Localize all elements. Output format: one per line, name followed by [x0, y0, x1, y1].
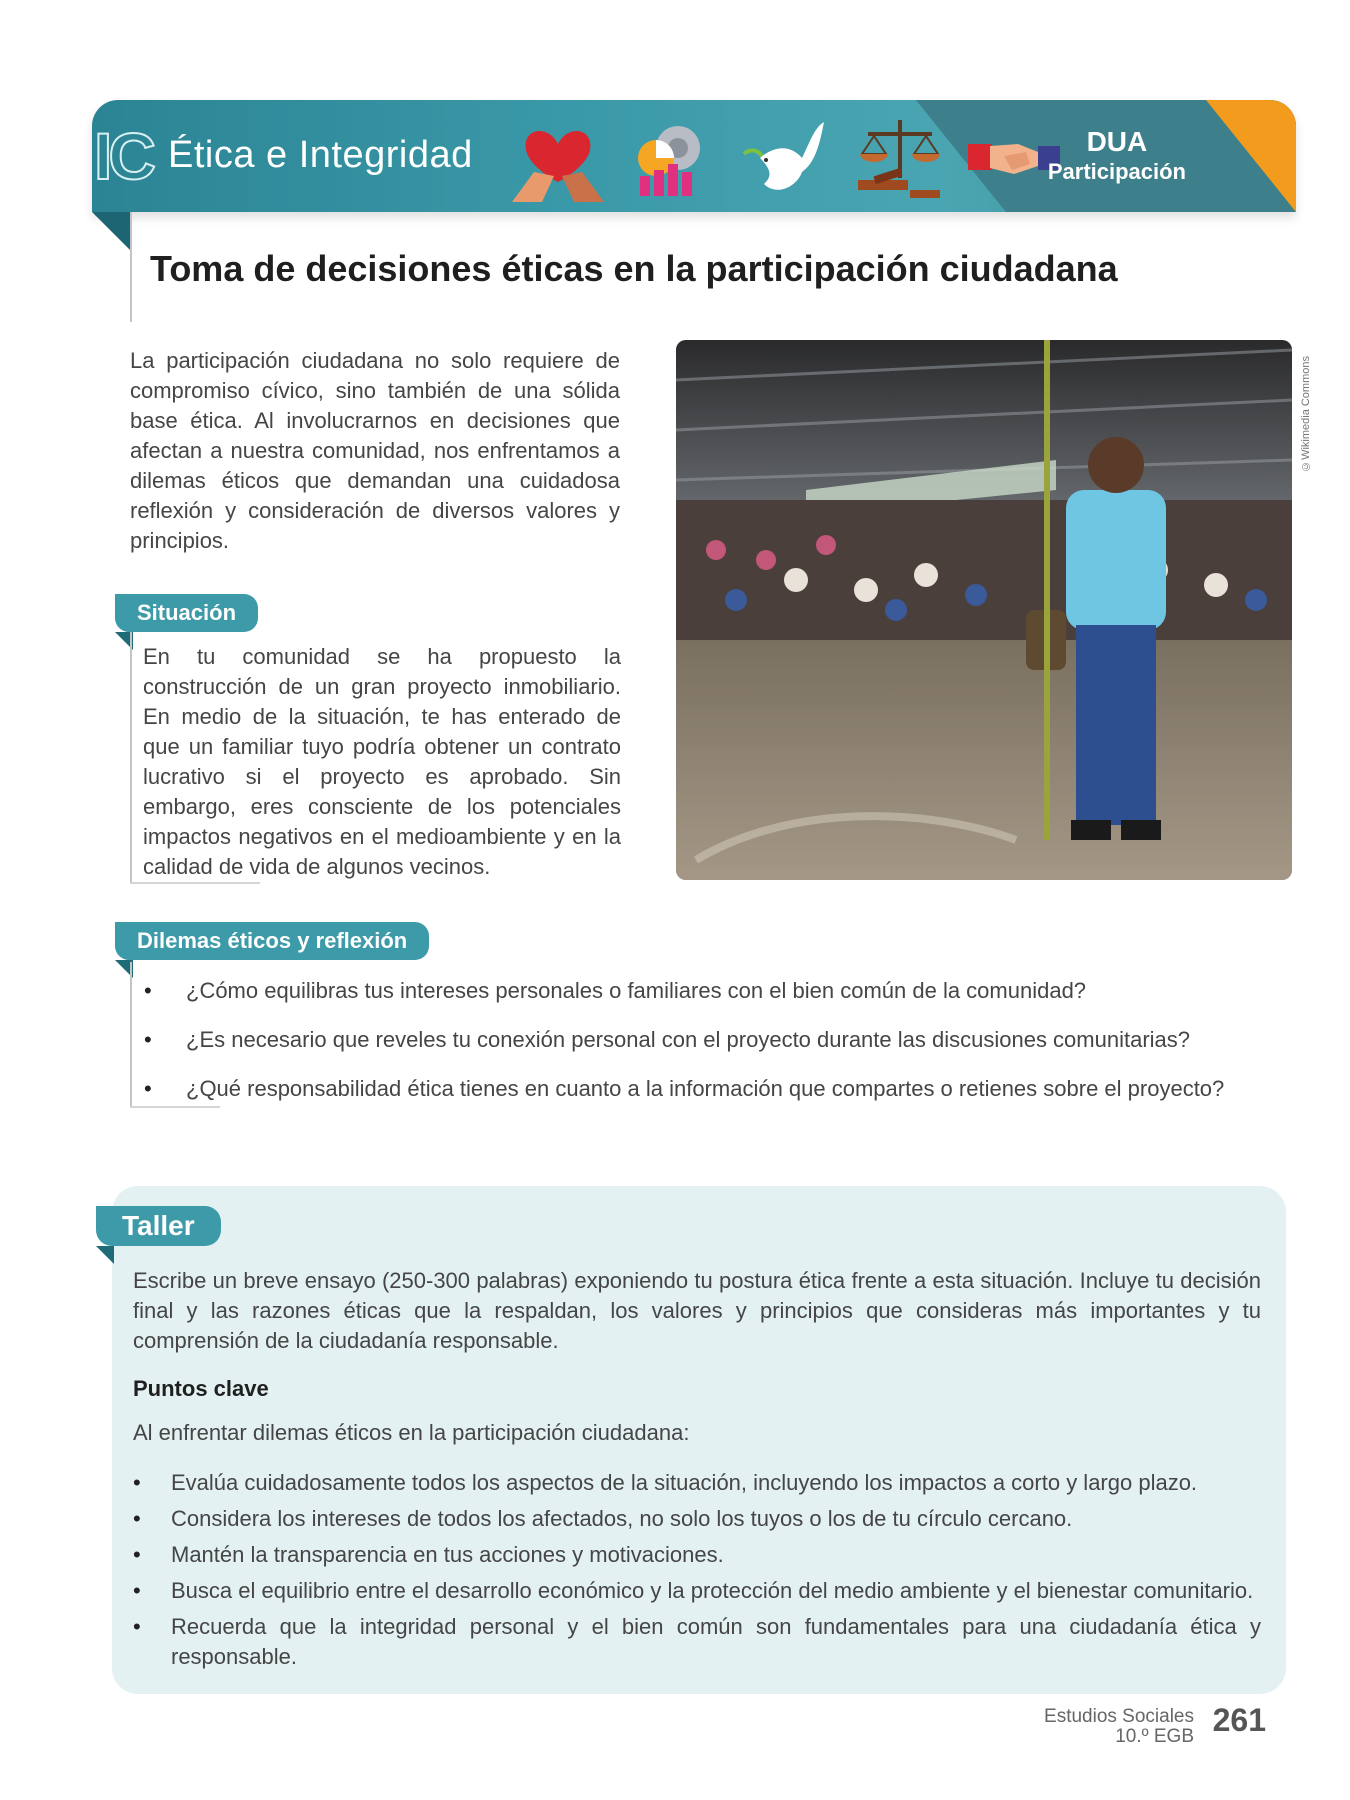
taller-label — [96, 1206, 221, 1246]
list-item: • Busca el equilibrio entre el desarrollo económico y la protección del medio ambiente y el bienestar comunitario. — [133, 1576, 1261, 1606]
page-number: 261 — [1212, 1702, 1266, 1738]
dua-label — [1048, 126, 1186, 186]
taller-label-text: Taller — [122, 1210, 195, 1241]
banner-icons — [512, 112, 1060, 204]
dilemmas-rule — [130, 962, 132, 1108]
dilemmas-label-text: Dilemas éticos y reflexión — [137, 928, 408, 953]
list-item: • ¿Cómo equilibras tus intereses personales o familiares con el bien común de la comunidad? — [140, 976, 1280, 1006]
list-item: • Evalúa cuidadosamente todos los aspectos de la situación, incluyendo los impactos a corto y largo plazo. — [133, 1468, 1261, 1498]
dua-title: DUA — [1086, 126, 1148, 157]
banner-title: Ética e Integridad — [168, 134, 473, 176]
situation-text: En tu comunidad se ha propuesto la construcción de un gran proyecto inmobiliario. En medio de la situación, te has enterado de que un familiar tuyo podría obtener un contrato lucrativo si el proyecto es aprobado. Sin embargo, eres consciente de los potenciales impactos negativos en el medioambiente y en la calidad de vida de algunos vecinos. — [143, 644, 621, 879]
page-title: Toma de decisiones éticas en la participación ciudadana — [150, 248, 1118, 289]
scales-gavel-icon — [854, 114, 946, 202]
chart-gear-icon — [626, 114, 718, 202]
key-points-list — [133, 1468, 1261, 1678]
heart-hands-icon — [512, 114, 604, 202]
assembly-photo-drawing — [676, 340, 1292, 880]
footer-subject: Estudios Sociales — [1044, 1706, 1194, 1727]
list-item: • Considera los intereses de todos los afectados, no solo los tuyos o los de tu círculo cercano. — [133, 1504, 1261, 1534]
dilemmas-list — [140, 976, 1280, 1123]
banner-fold — [92, 212, 132, 252]
dua-subtitle: Participación — [1047, 159, 1186, 184]
situation-label — [115, 594, 258, 632]
footer-grade: 10.º EGB — [1115, 1726, 1194, 1747]
dilemmas-label — [115, 922, 429, 960]
key-points-intro: Al enfrentar dilemas éticos en la participación ciudadana: — [133, 1420, 690, 1445]
photo-credit: ©Wikimedia Commons — [1300, 356, 1312, 472]
dove-icon — [740, 114, 832, 202]
assembly-photo — [676, 340, 1292, 880]
intro-paragraph: La participación ciudadana no solo requiere de compromiso cívico, sino también de una sólida base ética. Al involucrarnos en decisiones que afectan a nuestra comunidad, nos enfrentamos a dilemas éticos que demandan una cuidadosa reflexión y consideración de diversos valores y principios. — [130, 348, 620, 553]
list-item: • Recuerda que la integridad personal y el bien común son fundamentales para una ciudadanía ética y responsable. — [133, 1612, 1261, 1672]
situation-label-text: Situación — [137, 600, 237, 625]
situation-underline — [130, 882, 260, 884]
taller-instructions: Escribe un breve ensayo (250-300 palabras) exponiendo tu postura ética frente a esta situación. Incluye tu decisión final y las razones éticas que la respaldan, los valores y principios que consideras más importantes y tu comprensión de la ciudadanía responsable. — [133, 1268, 1261, 1353]
list-item: • ¿Qué responsabilidad ética tienes en cuanto a la información que compartes o retienes sobre el proyecto? — [140, 1074, 1280, 1104]
key-points-title: Puntos clave — [133, 1376, 269, 1401]
title-rule — [130, 212, 132, 322]
banner-code: IC — [94, 119, 152, 193]
section-banner — [92, 100, 1296, 212]
list-item: • ¿Es necesario que reveles tu conexión personal con el proyecto durante las discusiones comunitarias? — [140, 1025, 1280, 1055]
situation-rule — [130, 632, 132, 884]
list-item: • Mantén la transparencia en tus acciones y motivaciones. — [133, 1540, 1261, 1570]
handshake-icon — [968, 114, 1060, 202]
